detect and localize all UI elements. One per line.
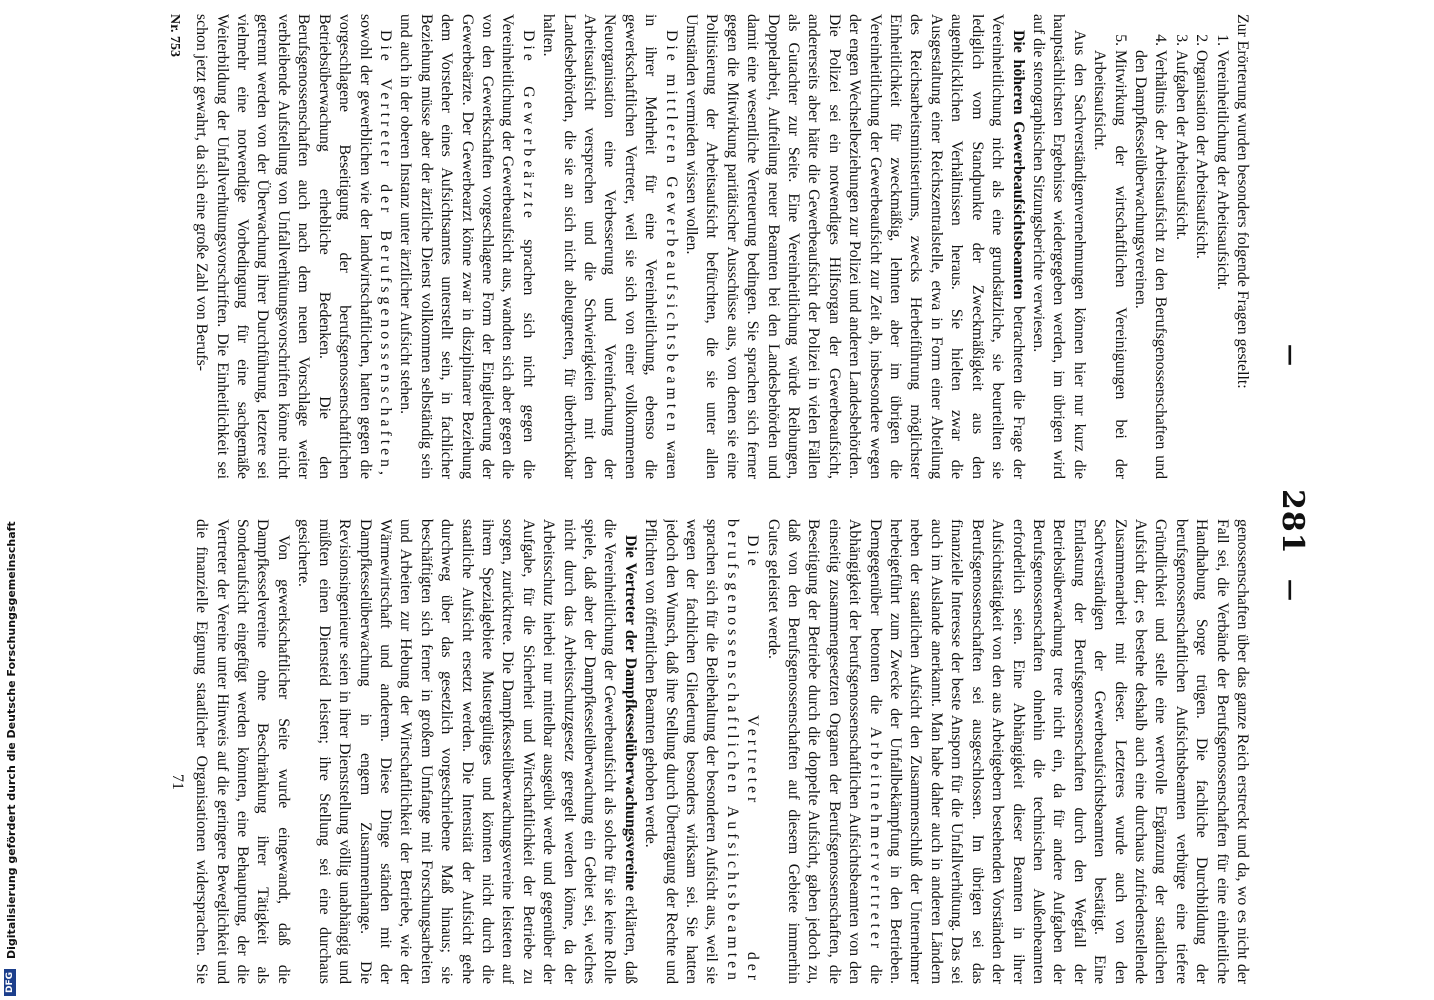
question-item: 3. Aufgaben der Arbeitsaufsicht. [1170,50,1190,479]
paragraph-body: erklärten, daß die Vereinheitlichung der Gewerbeaufsicht als solche für sie keine Rolle spiele, daß aber der Dampfkesselüberwachung ein Gebiet sei, welches nicht durch das Arbeitsschutzgesetz geregelt werden könne, da der Arbeitsschutz hierbei nur mittelbar ausgeübt werde und gegenüber der Aufgabe, für die Sicherheit und Wirtschaftlichkeit der Betriebe zu sorgen, zurücktrete. Die Dampfkesselüberwachungsvereine leisteten auf ihrem Spezialgebiete Mustergültiges und könnten nicht durch die staatliche Aufsicht ersetzt werden. Die Intensität der Aufsicht gehe durchweg über das gesetzlich vorgeschriebene Maß hinaus; sie beschäftigten sich ferner in großem Umfange mit Forschungsarbeiten und Arbeiten zur Hebung der Wirtschaftlichkeit der Betriebe, wie der Wärmewirtschaft und anderem. Diese Dinge ständen mit der Dampfkesselüberwachung in engem Zusammenhange. Die Revisionsingenieure seien in ihrer Dienststellung völlig unabhängig und müßten einen Diensteid leisten; ihre Stellung sei eine durchaus gesicherte. [295,519,639,984]
paragraph-heading: Die höheren Gewerbeaufsichtsbeamten [1009,30,1027,300]
credit-text: Digitalisierung gefördert durch die Deutsche Forschungsgemeinschaft [4,521,18,959]
signature-mark: 71 [169,774,186,790]
left-column [192,14,1252,479]
questions-list [1089,14,1232,479]
footer-number: Nr. 753 [167,14,182,58]
paragraph [640,519,762,984]
question-item: 2. Organisation der Arbeitsaufsicht. [1191,50,1211,479]
paragraph-body: betrachteten die Frage der Vereinheitlichung nicht als eine grundsätzliche, sie beurteilten sie lediglich vom Standpunkte der Zweckmäßigkeit aus den augenblicklichen Verhältnissen heraus. Sie hielten zwar die Ausgestaltung einer Reichszentralstelle, etwa in Form einer Abteilung des Reichsarbeitsministeriums, zwecks Herbeiführung möglichster Einheitlichkeit für zweckmäßig, lehnten aber im übrigen die Vereinheitlichung der Gewerbeaufsicht zur Zeit ab, insbesondere wegen der engen Wechselbeziehungen zur Polizei und anderen Landesbehörden. Die Polizei sei ein notwendiges Hilfsorgan der Gewerbeaufsicht, andererseits aber hätte die Gewerbeaufsicht der Polizei in vielen Fällen als Gutachter zur Seite. Eine Vereinheitlichung würde Reibungen, Doppelarbeit, Aufteilung neuer Beamten bei den Landesbehörden und damit eine wesentliche Verteuerung bedingen. Sie sprachen sich ferner gegen die Mitwirkung paritätischer Ausschüsse aus, von denen sie eine Politisierung der Arbeitsaufsicht befürchten, die sie unter allen Umständen vermieden wissen wollen. [683,14,1027,479]
paragraph-body: waren in ihrer Mehrheit für eine Vereinheitlichung, ebenso die gewerkschaftlichen Vertreter, weil sie sich von einer vollkommenen Neuorganisation eine Verbesserung und Vereinfachung der Arbeitsaufsicht versprechen und die Schwierigkeiten mit den Landesbehörden, die sie an sich nicht ableugneten, für überbrückbar halten. [540,14,680,479]
page-number: 281 [1275,489,1310,555]
rotated-document-page [100,14,1312,984]
paragraph-emphasis: Arbeitnehmervertreter [866,726,884,953]
paragraph-body: die Abhängigkeit der berufsgenossenschaftlichen Aufsichtsbeamten von den einseitig zusammengesetzten Organen der Berufsgenossenschaften, die Beseitigung der Betriebe durch die doppelte Aufsicht, gaben jedoch zu, daß von den Berufsgenossenschaften auf diesem Gebiete immerhin Gutes geleistet werde. [764,519,884,984]
questions-intro: Zur Erörterung wurden besonders folgende Fragen gestellt: [1234,14,1251,389]
question-item: 4. Verhältnis der Arbeitsaufsicht zu den Berufsgenossenschaften und den Dampfkesselüberwachungsvereinen. [1130,50,1171,479]
paragraph [395,14,538,479]
page-header [1262,14,1312,984]
question-item: 1. Vereinheitlichung der Arbeitsaufsicht. [1211,50,1231,479]
margin-credit [0,0,20,1000]
paragraph-heading: Die mittleren Gewerbeaufsichtsbeamten [662,30,680,436]
paragraph [762,519,1252,984]
header-dash-left: — [1278,344,1304,366]
paragraph: Von gewerkschaftlicher Seite wurde eingewandt, daß die Dampfkesselvereine ohne Beschränkung ihrer Tätigkeit als Sonderaufsicht eingefügt werden könnten, eine Behauptung, der die Vertreter der Vereine unter Hinweis auf die geringere Beweglichkeit und die finanzielle Eignung staatlicher Organisationen widersprachen. Sie [193,519,292,984]
paragraph: Aus den Sachverständigenvernehmungen können hier nur kurz die hauptsächlichsten Ergebnisse wiedergegeben werden, im übrigen wird auf die stenographischen Sitzungsberichte verwiesen. [1029,14,1088,479]
paragraph [538,14,681,479]
dfg-logo-icon: DFG [4,969,16,996]
paragraph-heading: Die Vertreter der berufsgenossenschaftlichen Aufsichtsbeamten [723,519,762,984]
paragraph-heading: Die Vertreter der Dampfkesselüberwachungsvereine [621,535,639,891]
paragraph-body: sowohl der gewerblichen wie der landwirtschaftlichen, hatten gegen die vorgeschlagene Beseitigung der berufsgenossenschaftlichen Betriebsüberwachung erhebliche Bedenken. Die den Berufsgenossenschaften auch nach dem neuen Vorschlage weiter verbleibende Aufstellung von Unfallverhütungsvorschriften könne nicht getrennt werden von der Überwachung ihrer Durchführung, letztere sei vielmehr eine notwendige Vorbedingung für eine sachgemäße Weiterbildung der Unfallverhütungsvorschriften. Die Einheitlichkeit sei schon jetzt gewahrt, da sich eine große Zahl von Berufs- [193,14,374,479]
right-column [192,519,1252,984]
paragraph [681,14,1028,479]
paragraph-body: sprachen sich nicht gegen die Vereinheitlichung der Gewerbeaufsicht aus, wandten sich aber gegen die von den Gewerkschaften vorgeschlagene Form der Eingliederung der Gewerbeärzte. Der Gewerbearzt könne zwar in disziplinarer Beziehung dem Vorsteher eines Aufsichtsamtes unterstellt sein, in fachlicher Beziehung müsse aber der ärztliche Dienst vollkommen selbständig sein und auch in der oberen Instanz unter ärztlicher Aufsicht stehen. [397,14,537,479]
header-dash-right: — [1278,579,1304,601]
question-item: 5. Mitwirkung der wirtschaftlichen Vereinigungen bei der Arbeitsaufsicht. [1089,50,1130,479]
paragraph-body: sprachen sich für die Beibehaltung der besonderen Aufsicht aus, weil sie wegen der fachlichen Gliederung besonders wirksam sei. Sie hatten jedoch den Wunsch, daß ihre Stellung durch Übertragung der Rechte und Pflichten von öffentlichen Beamten gehoben werde. [642,519,721,984]
paragraph-body: genossenschaften über das ganze Reich erstreckt und da, wo es nicht der Fall sei, die Verbände der Berufsgenossenschaften für eine einheitliche Handhabung Sorge trügen. Die fachliche Durchbildung der berufsgenossenschaftlichen Aufsichtsbeamten verbürge eine tiefere Gründlichkeit und stelle eine wertvolle Ergänzung der staatlichen Aufsicht dar; es bestehe deshalb auch eine durchaus zufriedenstellende Zusammenarbeit mit dieser. Letzteres wurde auch von den Sachverständigen der Gewerbeaufsichtsbeamten bestätigt. Eine Entlastung der Berufsgenossenschaften durch den Wegfall der Betriebsüberwachung trete nicht ein, da für andere Aufgaben der Berufsgenossenschaften ohnehin die technischen Außenbeamten erforderlich seien. Eine Abhängigkeit dieser Beamten in ihrer Aufsichtstätigkeit von den aus Arbeitgebern bestehenden Vorständen der Berufsgenossenschaften sei ausgeschlossen. Im übrigen sei das finanzielle Interesse der beste Ansporn für die Unfallverhütung. Das sei auch im Auslande anerkannt. Man habe daher auch in anderen Ländern neben der staatlichen Aufsicht den Zusammenschluß der Unternehmer herbeigeführt zum Zwecke der Unfallbekämpfung in den Betrieben. Demgegenüber betonten die [866,519,1251,984]
paragraph-heading: Die Vertreter der Berufsgenossenschaften, [376,30,394,479]
paragraph [192,14,395,479]
paragraph [293,519,640,984]
paragraph-heading: Die Gewerbeärzte [519,30,537,222]
